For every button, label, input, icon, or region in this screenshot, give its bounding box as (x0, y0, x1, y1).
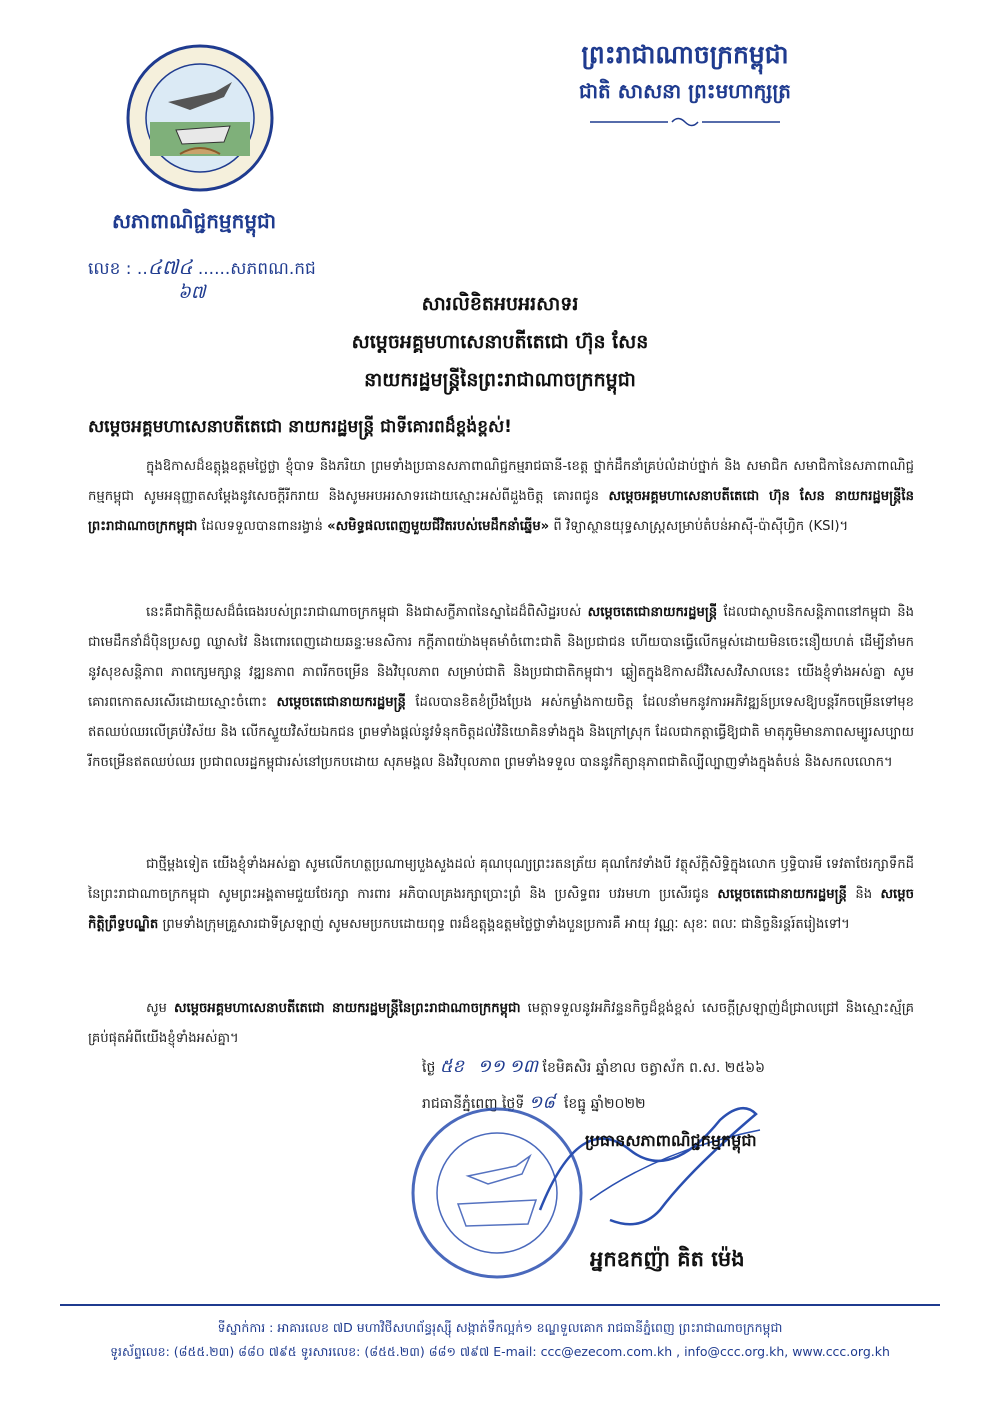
body-p2-honoree-2: សម្តេចតេជោនាយករដ្ឋមន្ត្រី (276, 695, 406, 710)
footer-divider (60, 1304, 940, 1306)
reference-handwritten-number: ៤៧៤ (147, 255, 193, 279)
body-p1-award-name: «សមិទ្ធផលពេញមួយជីវិតរបស់មេដឹកនាំឆ្នើម» (327, 519, 550, 534)
footer-contact: ទូរស័ព្ទលេខ: (៨៥៥.២៣) ៨៨០ ៧៩៥ ទូរសារលេខ: (៨៥៥.២៣) ៨៨១ ៧៩៧ E-mail: ccc@ezecom.com.kh , info@ccc.org.kh, www.ccc.org.kh (110, 1344, 890, 1359)
letter-title-line-2: សម្តេចអគ្គមហាសេនាបតីតេជោ ហ៊ុន សែន (351, 331, 649, 353)
lunar-date-prefix: ថ្ងៃ (422, 1060, 436, 1076)
body-p2-honoree-1: សម្តេចតេជោនាយករដ្ឋមន្ត្រី (587, 605, 718, 620)
body-p4-text-a: សូម (146, 1001, 167, 1016)
body-p1-text-c: ដែលទទួលបានពានរង្វាន់ (201, 519, 323, 534)
national-motto: ជាតិ សាសនា ព្រះមហាក្សត្រ (579, 79, 791, 103)
reference-handwritten-sub: ៦៧ (178, 282, 206, 303)
body-p2-text-a: នេះគឺជាកិត្តិយសដ៏ធំធេងរបស់ព្រះរាជាណាចក្រកម្ពុជា និងជាសក្ខីភាពនៃស្នាដៃដ៏ពិសិដ្ឋរបស់ (146, 605, 582, 620)
signatory-name: អ្នកឧកញ៉ា គិត ម៉េង (590, 1247, 745, 1271)
body-p3-honoree: សម្តេចតេជោនាយករដ្ឋមន្ត្រី (717, 887, 847, 902)
footer-address: ទីស្នាក់ការ : អាគារលេខ ៧D មហាវិថីសហព័ន្ធរុស្ស៊ី សង្កាត់ទឹកល្អក់១ ខណ្ឌទួលគោក រាជធានីភ្នំពេញ ព្រះរាជាណាចក្រកម្ពុជា (217, 1320, 783, 1335)
body-p4-text-c: មេត្តាទទួលនូវអភិវន្ទនកិច្ចដ៏ខ្ពង់ខ្ពស់ សេចក្តីស្រឡាញ់ដ៏ជ្រាលជ្រៅ និងស្មោះស្ម័គ្រគ្រប់ផុតអំពីយើងខ្ញុំទាំងអស់គ្នា។ (88, 1001, 914, 1046)
body-p3-text-a: ជាថ្មីម្តងទៀត យើងខ្ញុំទាំងអស់គ្នា សូមលើកហត្ថប្រណាម្យបួងសួងដល់ គុណបុណ្យព្រះរតនត្រ័យ គុណកែវទាំងបី វត្ថុស័ក្តិសិទ្ធិក្នុងលោក ឫទ្ធិបារមី ទេវតាថែរក្សាទឹកដីនៃព្រះរាជាណាចក្រកម្ពុជា សូមព្រះអង្គតាមជួយថែរក្សា ការពារ អភិបាលគ្រងរក្សាប្រោះព្រំ និង ប្រសិទ្ធពរ បវរមហា ប្រសើរជូន (88, 857, 914, 902)
body-p3-text-c: និង (855, 887, 873, 902)
lunar-date (422, 1054, 765, 1081)
handwritten-signature (520, 1090, 780, 1250)
lunar-date-rest: ខែមិគសិរ ឆ្នាំខាល ចត្វាស័ក ព.ស. ២៥៦៦ (542, 1060, 766, 1076)
body-p2-text-e: ដែលបានខិតខំប្រឹងប្រែង អស់កម្លាំងកាយចិត្ត ដែលនាំមកនូវការអភិវឌ្ឍន៍ប្រទេសឱ្យបន្តរីកចម្រើនទៅមុខ ឥតឈប់ឈរលើគ្រប់វិស័យ និង លើកស្ទួយវិស័យឯកជន ព្រមទាំងផ្តល់នូវទំនុកចិត្តដល់វិនិយោគិនទាំងក្នុង និងក្រៅស្រុក ដែលជាកត្តាធ្វើឱ្យជាតិ មាតុភូមិមានភាពសម្បូរសប្បាយ រីកចម្រើនឥតឈប់ឈរ ប្រជាពលរដ្ឋកម្ពុជារស់នៅប្រកបដោយ សុភមង្គល និងវិបុលភាព ព្រមទាំងទទួល បាននូវកិត្យានុភាពជាតិល្បីល្បាញទាំងក្នុងតំបន់ និងសកលលោក។ (88, 695, 914, 770)
reference-number: លេខ : ..៤៧៤ ......សភពណ.កជ (88, 255, 316, 279)
body-paragraph-4 (88, 994, 914, 1054)
organization-name: សភាពាណិជ្ជកម្មកម្ពុជា (112, 209, 277, 233)
kingdom-heading: ព្រះរាជាណាចក្រកម្ពុជា (581, 40, 789, 69)
reference-prefix: លេខ : (88, 259, 132, 279)
lunar-date-handwritten-day: ៥ខ (439, 1056, 464, 1077)
letter-title-line-3: នាយករដ្ឋមន្ត្រីនៃព្រះរាជាណាចក្រកម្ពុជា (364, 369, 636, 391)
body-p1-text-e: ពី វិទ្យាស្ថានយុទ្ធសាស្ត្រសម្រាប់តំបន់អាស៊ី-ប៉ាស៊ីហ្វិក (KSI)។ (553, 519, 849, 534)
ornament-divider-icon (590, 115, 780, 129)
ornament-divider (590, 114, 780, 128)
body-paragraph-2 (88, 598, 914, 778)
solar-date-rest: ខែធ្នូ ឆ្នាំ២០២២ (563, 1096, 646, 1112)
body-p1-honoree: សម្តេចអគ្គមហាសេនាបតីតេជោ ហ៊ុន សែន នាយករដ្ឋមន្ត្រីនៃព្រះរាជាណាចក្រកម្ពុជា (88, 489, 914, 534)
body-p2-text-c: ដែលជាស្ថាបនិកសន្តិភាពនៅកម្ពុជា និងជាមេដឹកនាំដ៏ប៉ិនប្រសព្វ ឈ្លាសវៃ និងពោរពេញដោយឆន្ទៈមនសិការ កក្តីភាពយ៉ាងមុតមាំចំពោះជាតិ និងប្រជាជន ហើយបានធ្វើលើកម្ពស់ដោយមិនចេះនឿយហត់ ដើម្បីនាំមកនូវសុខសន្តិភាព ភាពក្សេមក្សាន្ត វឌ្ឍនភាព ភាពរីកចម្រើន និងវិបុលភាព សម្រាប់ជាតិ និងប្រជាជាតិកម្ពុជា។ ឆ្លៀតក្នុងឱកាសដ៏វិសេសវិសាលនេះ យើងខ្ញុំទាំងអស់គ្នា សូមគោរពកោតសរសើរដោយស្មោះចំពោះ (88, 605, 914, 710)
body-p3-text-e: ព្រមទាំងក្រុមគ្រួសារជាទីស្រឡាញ់ សូមសមប្រកបដោយពុទ្ធ ពរដ៏ឧត្តុង្គឧត្តមថ្លៃថ្លាទាំងបួនប្រការគឺ អាយុ វណ្ណៈ សុខៈ ពលៈ ជានិច្ចនិរន្តរ៍តរៀងទៅ។ (162, 917, 850, 932)
letter-title-line-1: សារលិខិតអបអរសាទរ (421, 293, 579, 315)
logo-emblem-icon (120, 42, 280, 194)
signature-scribble-icon (520, 1090, 780, 1250)
body-paragraph-3 (88, 850, 914, 940)
lunar-date-handwritten-num: ១១ (477, 1056, 505, 1077)
reference-suffix: ......សភពណ.កជ (197, 259, 316, 279)
body-p1-text-a: ក្នុងឱកាសដ៏ឧត្តុង្គឧត្តមថ្លៃថ្លា ខ្ញុំបាទ និងភរិយា ព្រមទាំងប្រធានសភាពាណិជ្ជកម្មរាជធានី-ខេត្ត ថ្នាក់ដឹកនាំគ្រប់លំដាប់ថ្នាក់ និង សមាជិក សមាជិកានៃសភាពាណិជ្ជកម្មកម្ពុជា សូមអនុញ្ញាតសម្តែងនូវសេចក្តីរីករាយ និងសូមអបអរសាទរដោយស្មោះអស់ពីដួងចិត្ត គោរពជូន (88, 459, 914, 504)
body-p3-spouse: សម្តេចកិត្តិព្រឹទ្ធបណ្ឌិត (88, 887, 914, 932)
lunar-date-handwritten-num2: ១៣ (509, 1056, 539, 1077)
solar-date-prefix: រាជធានីភ្នំពេញ ថ្ងៃទី (422, 1096, 525, 1112)
solar-date-handwritten-day: ១៨ (528, 1092, 556, 1113)
body-p4-honoree: សម្តេចអគ្គមហាសេនាបតីតេជោ នាយករដ្ឋមន្ត្រីនៃព្រះរាជាណាចក្រកម្ពុជា (173, 1001, 521, 1016)
signatory-title: ប្រធានសភាពាណិជ្ជកម្មកម្ពុជា (585, 1131, 757, 1150)
salutation: សម្តេចអគ្គមហាសេនាបតីតេជោ នាយករដ្ឋមន្ត្រី ជាទីគោរពដ៏ខ្ពង់ខ្ពស់! (88, 417, 512, 437)
body-paragraph-1 (88, 452, 914, 542)
organization-logo (120, 42, 280, 194)
